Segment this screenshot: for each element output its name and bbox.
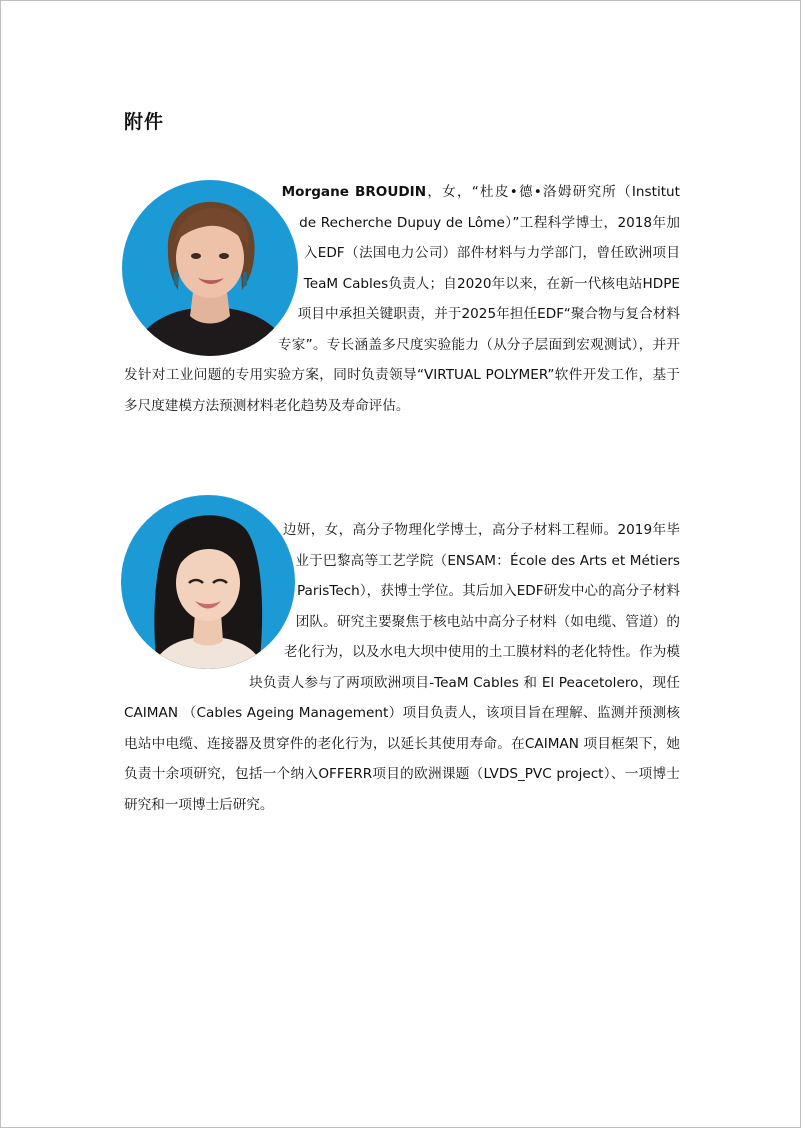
bio-paragraph-1 bbox=[124, 177, 680, 421]
person-1-bio-text: ，女，“杜皮•德•洛姆研究所（Institut de Recherche Dupuy de Lôme）”工程科学博士，2018年加入EDF（法国电力公司）部件材料与力学部门，曾任欧洲项目TeaM Cables负责人；自2020年以来，在新一代核电站HDPE项目中承担关键职责，并于2025年担任EDF“聚合物与复合材料专家”。专长涵盖多尺度实验能力（从分子层面到宏观测试），并开发针对工业问题的专用实验方案，同时负责领导“VIRTUAL POLYMER”软件开发工作，基于多尺度建模方法预测材料老化趋势及寿命评估。 bbox=[124, 184, 681, 414]
portrait-photo-1 bbox=[122, 180, 298, 356]
portrait-photo-2 bbox=[121, 495, 295, 669]
person-2-bio-text: 边妍，女，高分子物理化学博士，高分子材料工程师。2019年毕业于巴黎高等工艺学院（ENSAM：École des Arts et Métiers ParisTech），获博士学位。其后加入EDF研发中心的高分子材料团队。研究主要聚焦于核电站中高分子材料（如电缆、管道）的老化行为，以及水电大坝中使用的土工膜材料的老化特性。作为模块负责人参与了两项欧洲项目-TeaM Cables 和 El Peacetolero，现任CAIMAN （Cables Ageing Management）项目负责人，该项目旨在理解、监测并预测核电站中电缆、连接器及贯穿件的老化行为，以延长其使用寿命。在CAIMAN 项目框架下，她负责十余项研究，包括一个纳入OFFERR项目的欧洲课题（LVDS_PVC project）、一项博士研究和一项博士后研究。 bbox=[124, 522, 680, 813]
portrait-woman-short-hair-icon bbox=[122, 180, 298, 356]
bio-paragraph-2 bbox=[124, 515, 680, 820]
person-1-name: Morgane BROUDIN bbox=[281, 184, 427, 200]
section-heading: 附件 bbox=[124, 111, 165, 133]
portrait-woman-long-hair-icon bbox=[121, 495, 295, 669]
